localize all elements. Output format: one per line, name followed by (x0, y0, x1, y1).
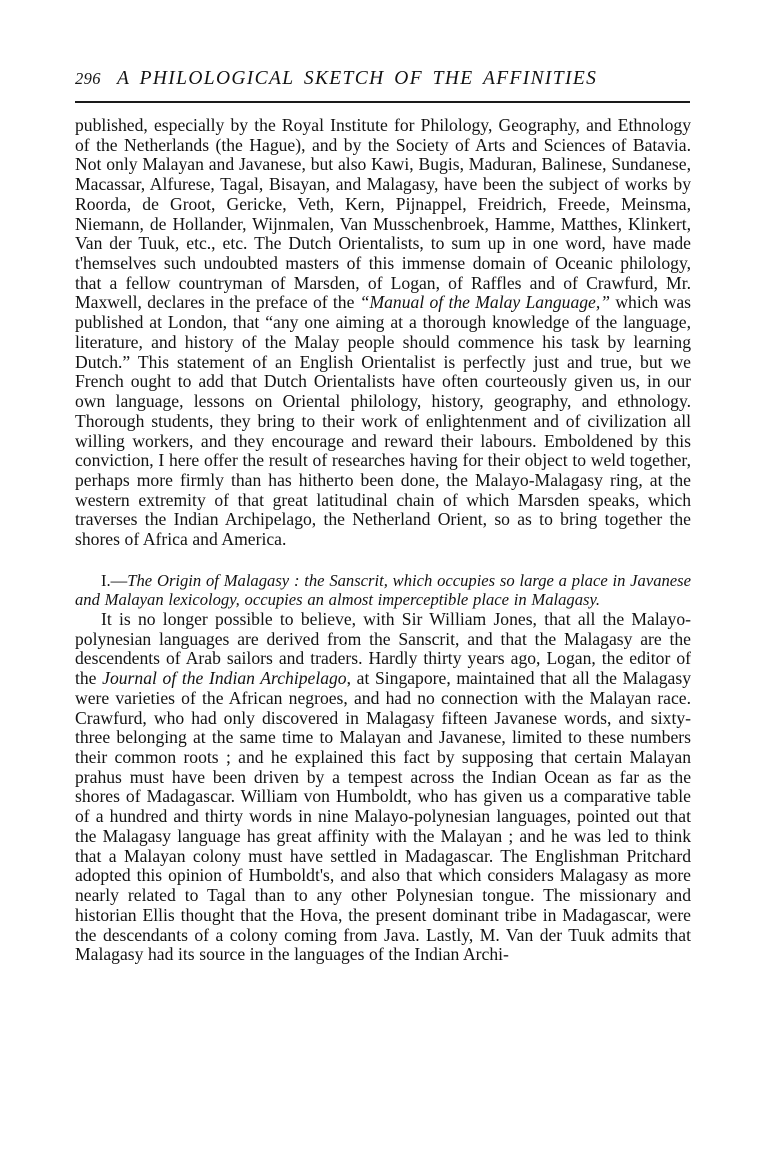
section-heading-one (75, 571, 691, 610)
paragraph-2-segment-b: , at Singapore, maintained that all the Malagasy were varieties of the African negroes, and had no connection with the Malayan race. Crawfurd, who had only discovered in Malagasy fifteen Javanese words, and sixty-three belonging at the same time to Malayan and Javanese, limited to these numbers their common roots ; and he explained this fact by supposing that certain Malayan prahus must have been driven by a tempest across the Indian Ocean as far as the shores of Madagascar. William von Humboldt, who has given us a comparative table of a hundred and thirty words in nine Malayo-polynesian languages, pointed out that the Malagasy language has great affinity with the Malayan ; and he was led to think that a Malayan colony must have settled in Madagascar. The Englishman Pritchard adopted this opinion of Humboldt's, and also that which considers Malagasy as more nearly related to Tagal than to any other Polynesian tongue. The missionary and historian Ellis thought that the Hova, the present dominant tribe in Madagascar, were the descendants of a colony coming from Java. Lastly, M. Van der Tuuk admits that Malagasy had its source in the languages of the Indian Archi- (75, 668, 691, 965)
section-number-roman: I.— (101, 570, 128, 590)
section-heading-text: The Origin of Malagasy : the Sanscrit, which occupies so large a place in Javanese and Malayan lexicology, occupies an almost imperceptible place in Malagasy. (75, 570, 691, 610)
paragraph-2 (75, 610, 691, 965)
paragraph-continued-from-previous-page (75, 116, 691, 550)
paragraph-2-segment-a: It is no longer possible to believe, with Sir William Jones, that all the Malayo-polynesian languages are derived from the Sanscrit, and that the Malagasy are the descendents of Arab sailors and traders. Hardly thirty years ago, Logan, the editor of the (75, 609, 691, 689)
italic-book-title-manual-of-the-malay-language: “Manual of the Malay Language,” (359, 292, 611, 313)
running-head (75, 68, 690, 94)
header-rule-divider (75, 101, 690, 103)
section-spacer (75, 550, 691, 571)
paragraph-1-segment-b: which was published at London, that “any one aiming at a thorough knowledge of the language, literature, and history of the Malay people should commence his task by learning Dutch.” This statement of an English Orientalist is perfectly just and true, but we French ought to add that Dutch Orientalists have often courteously given us, in our own language, lessons on Oriental philology, history, geography, and ethnology. Thorough students, they bring to their work of enlightenment and of civilization all willing workers, and they encourage and reward their labours. Emboldened by this conviction, I here offer the result of researches having for their object to weld together, perhaps more firmly than has hitherto been done, the Malayo-Malagasy ring, at the western extremity of that great latitudinal chain of which Marsden speaks, which traverses the Indian Archipelago, the Netherland Orient, so as to bring together the shores of Africa and America. (75, 292, 692, 550)
paragraph-1-segment-a: published, especially by the Royal Institute for Philology, Geography, and Ethnology of the Netherlands (the Hague), and by the Society of Arts and Sciences of Batavia. Not only Malayan and Javanese, but also Kawi, Bugis, Maduran, Balinese, Sundanese, Macassar, Alfurese, Tagal, Bisayan, and Malagasy, have been the subject of works by Roorda, de Groot, Gericke, Veth, Kern, Pijnappel, Freidrich, Freede, Meinsma, Niemann, de Hollander, Wijnmalen, Van Musschenbroek, Hamme, Matthes, Klinkert, Van der Tuuk, etc., etc. The Dutch Orientalists, to sum up in one word, have made t'hemselves such undoubted masters of this immense domain of Oceanic philology, that a fellow countryman of Marsden, of Logan, of Raffles and of Crawfurd, Mr. Maxwell, declares in the preface of the (75, 115, 691, 313)
page-folio-number: 296 (75, 69, 101, 88)
text-block (75, 116, 691, 965)
italic-journal-title-indian-archipelago: Journal of the Indian Archipelago (102, 668, 347, 689)
running-head-title: A PHILOLOGICAL SKETCH OF THE AFFINITIES (116, 68, 598, 89)
